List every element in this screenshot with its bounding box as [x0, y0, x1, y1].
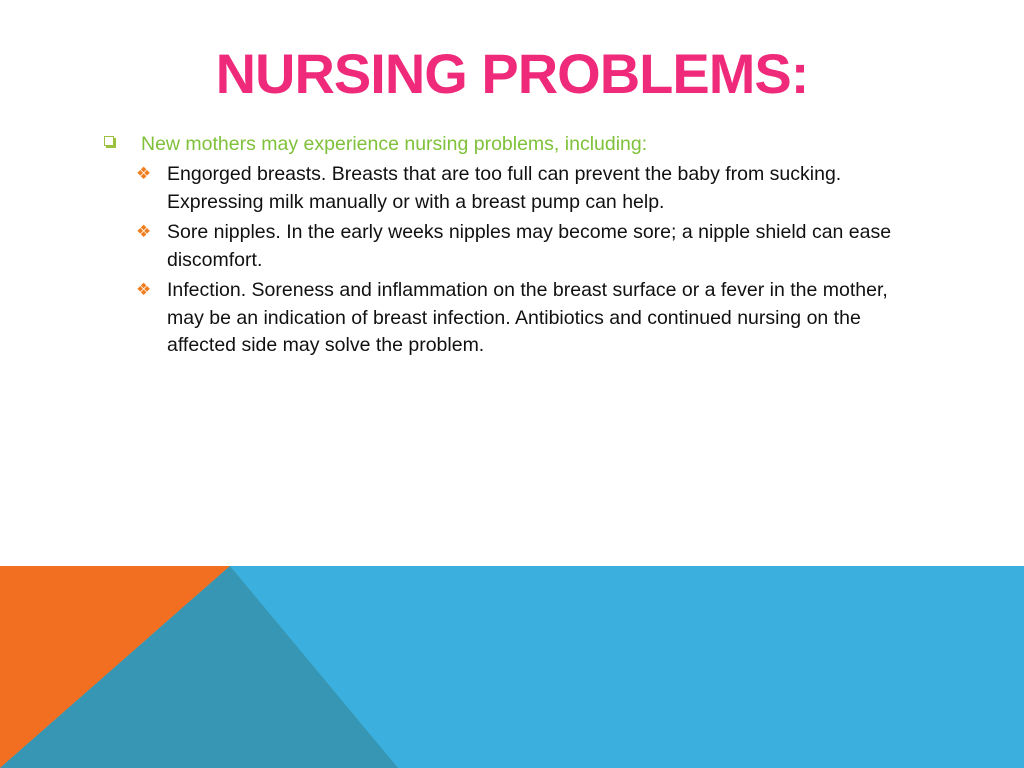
square-bullet-icon [104, 136, 114, 146]
four-diamond-bullet-icon: ❖ [136, 222, 152, 241]
list-item-text: Engorged breasts. Breasts that are too full can prevent the baby from sucking. Expressing milk manually or with a breast pump can help. [167, 163, 842, 213]
intro-bullet [100, 130, 930, 158]
four-diamond-bullet-icon: ❖ [136, 280, 152, 299]
four-diamond-bullet-icon: ❖ [136, 164, 152, 183]
list-item [100, 219, 930, 274]
content-area [100, 130, 930, 363]
sub-bullet-list [100, 161, 930, 360]
slide-title: NURSING PROBLEMS: [215, 42, 809, 105]
intro-text: New mothers may experience nursing problems, including: [141, 133, 648, 155]
list-item [100, 161, 930, 216]
footer-shapes [0, 566, 1024, 768]
list-item [100, 277, 930, 360]
list-item-text: Sore nipples. In the early weeks nipples may become sore; a nipple shield can ease discomfort. [167, 221, 892, 271]
list-item-text: Infection. Soreness and inflammation on the breast surface or a fever in the mother, may be an indication of breast infection. Antibiotics and continued nursing on the affected side may solve the problem. [167, 279, 888, 356]
footer-decoration [0, 566, 1024, 768]
